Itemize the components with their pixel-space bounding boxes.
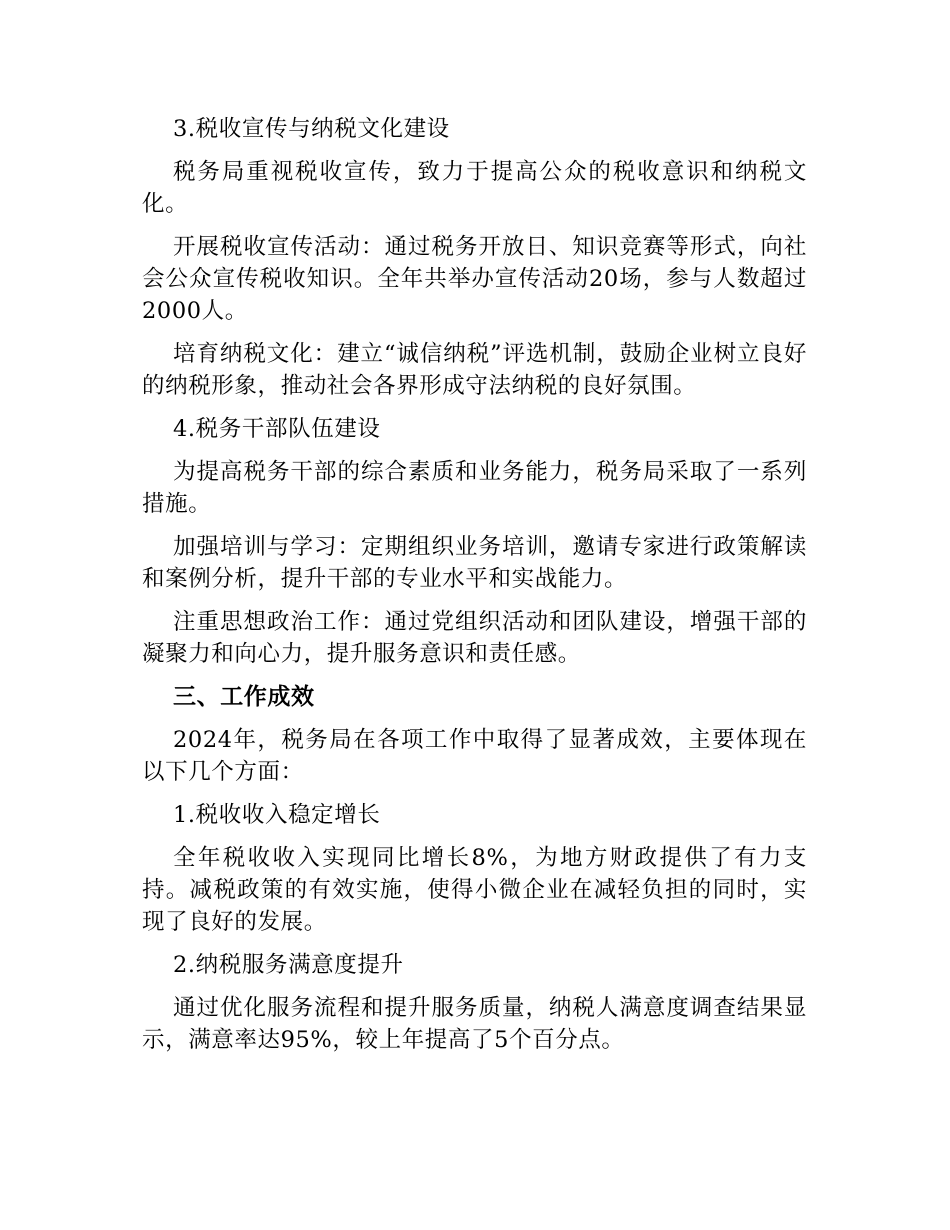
paragraph: 培育纳税文化：建立“诚信纳税”评选机制，鼓励企业树立良好的纳税形象，推动社会各界形成守法纳税的良好氛围。 (142, 341, 807, 399)
paragraph: 通过优化服务流程和提升服务质量，纳税人满意度调查结果显示，满意率达95%，较上年提高了5个百分点。 (142, 995, 807, 1053)
subheading-staff-building: 4.税务干部队伍建设 (173, 416, 381, 442)
document-body (142, 113, 807, 1056)
paragraph: 加强培训与学习：定期组织业务培训，邀请专家进行政策解读和案例分析，提升干部的专业水平和实战能力。 (142, 534, 807, 592)
subheading-satisfaction: 2.纳税服务满意度提升 (173, 952, 404, 978)
paragraph: 开展税收宣传活动：通过税务开放日、知识竞赛等形式，向社会公众宣传税收知识。全年共举办宣传活动20场，参与人数超过2000人。 (142, 234, 807, 324)
paragraph: 2024年，税务局在各项工作中取得了显著成效，主要体现在以下几个方面： (142, 727, 807, 785)
subheading-revenue-growth: 1.税收收入稳定增长 (173, 802, 381, 828)
paragraph: 为提高税务干部的综合素质和业务能力，税务局采取了一系列措施。 (142, 459, 807, 517)
paragraph: 税务局重视税收宣传，致力于提高公众的税收意识和纳税文化。 (142, 159, 807, 217)
paragraph: 注重思想政治工作：通过党组织活动和团队建设，增强干部的凝聚力和向心力，提升服务意识和责任感。 (142, 609, 807, 667)
subheading-tax-publicity: 3.税收宣传与纳税文化建设 (173, 116, 450, 142)
section-heading-results: 三、工作成效 (173, 684, 315, 710)
paragraph: 全年税收收入实现同比增长8%，为地方财政提供了有力支持。减税政策的有效实施，使得小微企业在减轻负担的同时，实现了良好的发展。 (142, 845, 807, 935)
